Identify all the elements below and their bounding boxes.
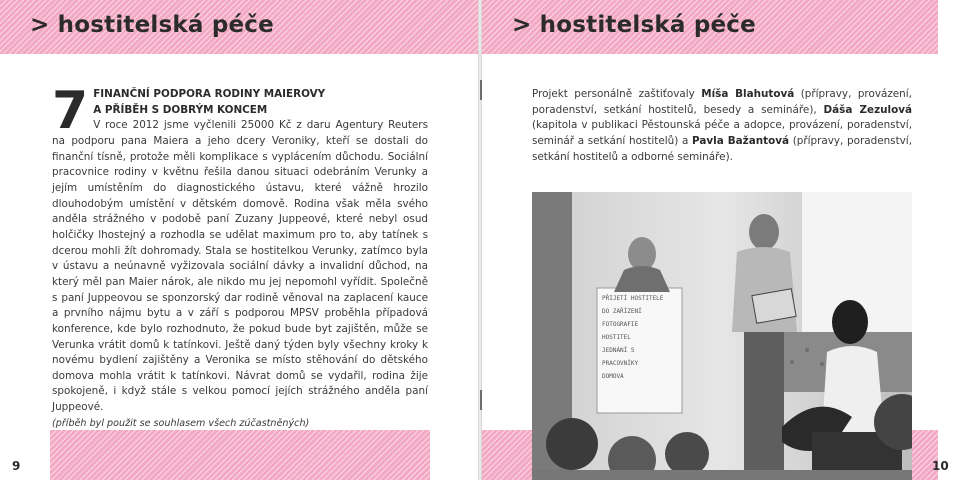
credits-role-2: (kapitola v publikaci Pěstounská péče a adopce, provázení, poradenství, seminář a setkání hostitelů) a: [532, 119, 912, 147]
right-page: [482, 0, 960, 480]
story-number: 7: [52, 81, 89, 141]
poster-line: PŘIJETÍ HOSTITELE: [602, 295, 664, 302]
project-credits: [532, 87, 912, 165]
story-title-line2: A PŘÍBĚH S DOBRÝM KONCEM: [93, 103, 268, 116]
seminar-photo: [532, 192, 912, 480]
poster-text: [602, 292, 680, 383]
photo-illustration: [532, 192, 912, 480]
credits-role-1: (přípravy, provázení, poradenství, setkání hostitelů, besedy a semináře),: [532, 88, 912, 116]
footer-bar-left: [482, 430, 532, 480]
footer-bar: [50, 430, 430, 480]
poster-line: FOTOGRAFIE: [602, 321, 639, 328]
credits-person-2: Dáša Zezulová: [823, 103, 912, 116]
credits-person-1: Míša Blahutová: [701, 88, 795, 100]
poster-line: JEDNÁNÍ S: [602, 347, 635, 354]
page-number: 9: [12, 459, 21, 473]
poster-line: PRACOVNÍKY: [602, 360, 639, 367]
poster-line: DOMOVA: [602, 373, 624, 380]
left-page: [0, 0, 478, 480]
story-note: (příběh byl použit se souhlasem všech zúčastněných): [52, 417, 310, 429]
poster-line: DO ZAŘÍZENÍ: [602, 308, 642, 315]
poster-line: HOSTITEL: [602, 334, 631, 341]
page-header-title: > hostitelská péče: [512, 12, 756, 38]
story-paragraph: V roce 2012 jsme vyčlenili 25000 Kč z daru Agentury Reuters na podporu pana Maiera a jeho dcery Veroniky, kteří se dostali do finanční tísně, protože měli komplikace s vyplácením důchodu. Sociální pracovnice rodiny v květnu řešila danou situaci odebráním Verunky a jejím umístěním do diagnostického ústavu, které vážně hrozilo dlouhodobým umístění v dětském domově. Rodina však měla svého anděla strážného v podobě paní Zuzany Juppeové, které nebyl osud holčičky lhostejný a rozhodla se udělat maximum pro to, aby tatínek s dcerou mohli žít dohromady. Stala se hostitelkou Verunky, zatímco byla v ústavu a neúnavně vyžizovala sociální dávky a invalidní důchod, na který měl pan Maier nárok, ale nikdo mu jej nepomohl vyřídit. Společně s paní Juppeovou se sponzorský dar rodině věnoval na zaplacení kauce a prvního nájmu bytu a v září s podporou MPSV proběhla případová konference, kde bylo rozhodnuto, že pokud bude byt zajištěn, může se Verunka vrátit domů k tatínkovi. Ještě daný týden byly všechny kroky k novému bydlení zajištěny a Veronika se místo stěhování do dětského domova mohla vrátit k tatínkovi. Návrat domů se vydařil, rodina žije spokojeně, i když stále s velkou pomocí jejích strážného anděla paní Juppeové.: [52, 119, 428, 414]
page-number: 10: [932, 459, 949, 473]
story-title-line1: FINANČNÍ PODPORA RODINY MAIEROVY: [93, 88, 326, 100]
story-block: [52, 81, 428, 431]
page-header-title: > hostitelská péče: [30, 12, 274, 38]
credits-intro: Projekt personálně zaštiťovaly: [532, 88, 695, 100]
credits-person-3: Pavla Bažantová: [692, 134, 789, 147]
credits-role-3: (přípravy, poradenství, setkání hostitelů a odborné semináře).: [532, 134, 912, 163]
